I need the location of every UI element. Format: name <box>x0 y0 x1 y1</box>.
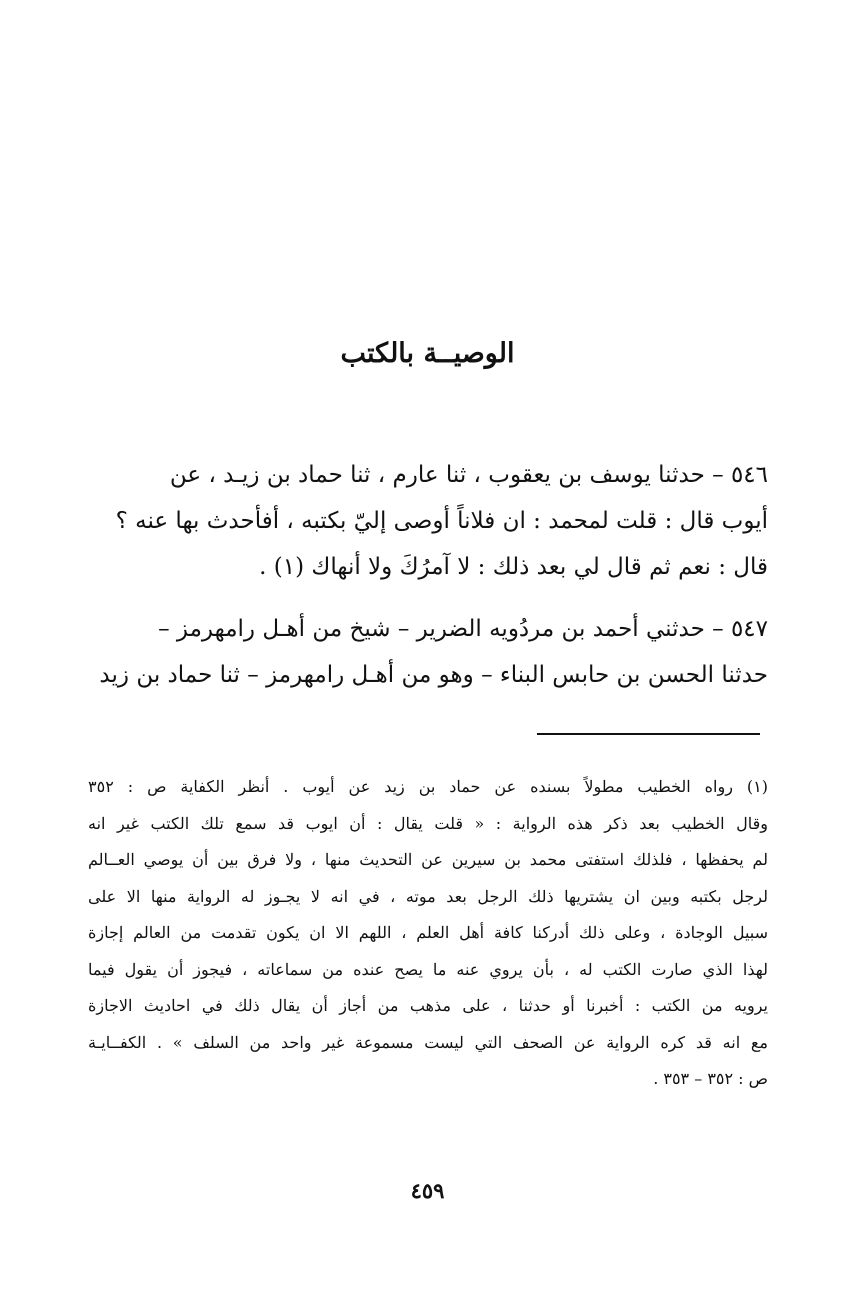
hadith-547-paragraph <box>88 606 768 698</box>
hadith-546-paragraph <box>88 452 768 590</box>
paragraph-line: حدثنا الحسن بن حابس البناء – وهو من أهـل رامهرمز – ثنا حماد بن زيد <box>99 662 768 688</box>
footnote-line: لم يحفظها ، فلذلك استفتى محمد بن سيرين عن التحديث منها ، ولا فرق بين أن يوصي العــالم <box>88 850 769 869</box>
footnote-line: (١) رواه الخطيب مطولاً بسنده عن حماد بن زيد عن أيوب . أنظر الكفاية ص : ٣٥٢ <box>88 777 768 796</box>
footnote-block <box>88 769 768 1098</box>
footnote-line: ص : ٣٥٢ – ٣٥٣ . <box>653 1069 768 1088</box>
footnote-line: سبيل الوجادة ، وعلى ذلك أدركنا كافة أهل العلم ، اللهم الا ان يكون تقدمت من العالم إجازة <box>88 923 768 942</box>
footnote-line: وقال الخطيب بعد ذكر هذه الرواية : « قلت يقال : أن ايوب قد سمع تلك الكتب غير انه <box>88 813 768 833</box>
paragraph-line: ٥٤٧ – حدثني أحمد بن مردُويه الضرير – شيخ من أهـل رامهرمز – <box>158 616 768 642</box>
footnote-line: لرجل بكتبه وبين ان يشتريها ذلك الرجل بعد موته ، في انه لا يجـوز له الرواية منها الا على <box>88 886 768 906</box>
paragraph-line: أيوب قال : قلت لمحمد : ان فلاناً أوصى إليّ بكتبه ، أفأحدث بها عنه ؟ <box>115 508 768 534</box>
page-number: ٤٥٩ <box>410 1178 445 1203</box>
paragraph-line: قال : نعم ثم قال لي بعد ذلك : لا آمرُكَ ولا أنهاك (١) . <box>259 554 768 580</box>
footnote-line: يرويه من الكتب : أخبرنا أو حدثنا ، على مذهب من أجاز أن يقال ذلك في احاديث الاجازة <box>88 996 768 1015</box>
footnote-line: مع انه قد كره الرواية عن الصحف التي ليست مسموعة غير واحد من السلف » . الكفــايـة <box>88 1032 768 1052</box>
section-title: الوصيــة بالكتب <box>340 338 515 369</box>
paragraph-line: ٥٤٦ – حدثنا يوسف بن يعقوب ، ثنا عارم ، ثنا حماد بن زيـد ، عن <box>169 462 768 488</box>
footnote-separator <box>537 733 760 735</box>
footnote-line: لهذا الذي صارت الكتب له ، بأن يروي عنه ما يصح عنده من سماعاته ، فيجوز أن يقول فيما <box>88 959 768 979</box>
